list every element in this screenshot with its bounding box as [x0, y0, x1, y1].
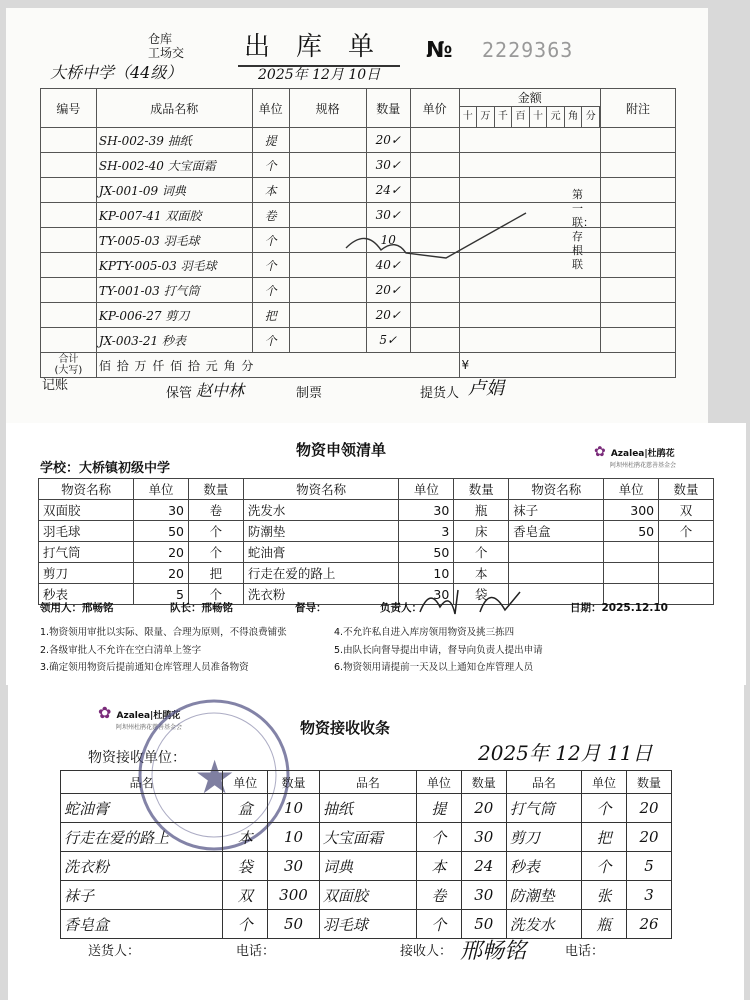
unit-cell: 把	[582, 823, 627, 852]
header-amount	[459, 89, 601, 128]
phone-label-1: 电话：	[236, 944, 276, 959]
code-cell	[41, 178, 97, 203]
item-cell: 剪刀	[39, 563, 134, 584]
item-cell: 羽毛球	[39, 521, 134, 542]
maker-label: 制票	[296, 386, 323, 401]
remark-cell	[601, 278, 676, 303]
unit-cell: 个	[454, 542, 509, 563]
requisition-header-cell: 单位	[604, 479, 659, 500]
header-qty: 数量	[366, 89, 410, 128]
table-header	[41, 89, 676, 128]
requisition-header-cell: 物资名称	[243, 479, 399, 500]
requisition-header-cell: 数量	[454, 479, 509, 500]
item-cell: 洗衣粉	[243, 584, 399, 605]
unit-cell	[659, 563, 714, 584]
qty-cell: 50	[604, 521, 659, 542]
item-cell: 袜子	[509, 500, 604, 521]
qty-cell: 30	[399, 500, 454, 521]
unit-cell: 卷	[252, 203, 289, 228]
receipt-row	[61, 823, 672, 852]
amount-digit-header: 十	[530, 107, 548, 127]
unit-cell: 个	[188, 542, 243, 563]
receipt-header-cell: 数量	[461, 771, 506, 794]
item-cell: 剪刀	[506, 823, 581, 852]
qty-cell: 30	[399, 584, 454, 605]
unit-cell: 个	[252, 253, 289, 278]
item-cell: 防潮垫	[243, 521, 399, 542]
svg-text:★: ★	[194, 750, 236, 804]
qty-cell: 10	[366, 228, 410, 253]
item-cell: 香皂盒	[509, 521, 604, 542]
item-cell: KP-006-27 剪刀	[96, 303, 252, 328]
item-cell: 打气筒	[39, 542, 134, 563]
receipt-row	[61, 910, 672, 939]
outbound-row	[41, 128, 676, 153]
receipt-header-cell: 单位	[582, 771, 627, 794]
qty-cell: 300	[268, 881, 320, 910]
item-cell: 秒表	[39, 584, 134, 605]
qty-cell: 50	[134, 521, 189, 542]
remark-cell	[601, 228, 676, 253]
requisition-header-cell: 数量	[659, 479, 714, 500]
header-remark: 附注	[601, 89, 676, 128]
receipt-title: 物资接收收条	[300, 719, 391, 737]
header-unit: 单位	[252, 89, 289, 128]
qty-cell: 24✓	[366, 178, 410, 203]
qty-cell: 10	[399, 563, 454, 584]
qty-cell: 20✓	[366, 128, 410, 153]
qty-cell: 50	[268, 910, 320, 939]
flower-icon: ✿	[594, 444, 606, 460]
header-code: 编号	[41, 89, 97, 128]
receipt-header-cell: 数量	[627, 771, 672, 794]
code-cell	[41, 128, 97, 153]
school-line: 学校：大桥镇初级中学	[40, 461, 171, 476]
qty-cell: 300	[604, 500, 659, 521]
qty-cell: 10	[268, 823, 320, 852]
requisition-header-cell: 单位	[134, 479, 189, 500]
school-handwritten: 大桥中学（44级）	[50, 63, 183, 82]
requisition-header	[39, 479, 714, 500]
qty-cell: 10	[268, 794, 320, 823]
note-3: 3.确定领用物资后提前通知仓库管理人员准备物资	[40, 662, 249, 673]
requisition-row	[39, 542, 714, 563]
price-cell	[410, 178, 459, 203]
qty-cell: 20	[627, 794, 672, 823]
item-cell: 防潮垫	[506, 881, 581, 910]
note-6: 6.物资领用请提前一天及以上通知仓库管理人员	[334, 662, 534, 673]
total-label: 合计 (大写)	[41, 353, 97, 378]
qty-cell: 20	[461, 794, 506, 823]
qty-cell: 30	[461, 823, 506, 852]
outbound-row	[41, 328, 676, 353]
requisition-header-cell: 物资名称	[509, 479, 604, 500]
total-row	[41, 353, 676, 378]
phone-label-2: 电话：	[565, 944, 605, 959]
amount-digit-header: 万	[477, 107, 495, 127]
responsible-signature	[410, 582, 540, 622]
header-amount-label: 金额	[460, 90, 601, 107]
item-cell: 词典	[319, 852, 416, 881]
remark-cell	[601, 128, 676, 153]
code-cell	[41, 153, 97, 178]
unit-cell: 个	[252, 153, 289, 178]
item-cell: 双面胶	[39, 500, 134, 521]
sender-label: 送货人：	[88, 944, 141, 959]
requisition-header-cell: 物资名称	[39, 479, 134, 500]
unit-cell: 个	[252, 228, 289, 253]
item-cell: JX-001-09 词典	[96, 178, 252, 203]
item-cell: 秒表	[506, 852, 581, 881]
leader-sign: 队长：邢畅铭	[170, 602, 233, 614]
amount-digit-header: 百	[512, 107, 530, 127]
spec-cell	[289, 178, 366, 203]
item-cell: 行走在爱的路上	[61, 823, 223, 852]
receiving-unit-label: 物资接收单位：	[88, 750, 186, 766]
requisition-row	[39, 563, 714, 584]
receipt-date: 2025年 12月 11日	[478, 741, 653, 765]
spec-cell	[289, 303, 366, 328]
outbound-row	[41, 303, 676, 328]
qty-cell: 20	[134, 542, 189, 563]
header-spec: 规格	[289, 89, 366, 128]
spec-cell	[289, 328, 366, 353]
header-price: 单价	[410, 89, 459, 128]
logo-text: Azalea|杜鹃花	[116, 711, 181, 721]
qty-cell: 20	[627, 823, 672, 852]
amount-digit-row	[460, 107, 601, 127]
remark-cell	[601, 203, 676, 228]
unit-cell: 本	[252, 178, 289, 203]
item-cell: KP-007-41 双面胶	[96, 203, 252, 228]
receipt-row	[61, 852, 672, 881]
amount-cell	[459, 153, 601, 178]
logo-text: Azalea|杜鹃花	[610, 449, 675, 459]
keeper-signature: 赵中林	[196, 381, 245, 400]
item-cell: 洗发水	[506, 910, 581, 939]
item-cell: SH-002-40 大宝面霜	[96, 153, 252, 178]
receipt-rows	[61, 794, 672, 939]
requisition-date: 日期：2025.12.10	[570, 602, 668, 614]
yen-symbol: ¥	[461, 358, 470, 372]
item-cell: JX-003-21 秒表	[96, 328, 252, 353]
receipt-header-cell: 单位	[223, 771, 268, 794]
code-cell	[41, 228, 97, 253]
qty-cell: 3	[399, 521, 454, 542]
requisition-header-cell: 数量	[188, 479, 243, 500]
unit-cell: 把	[188, 563, 243, 584]
unit-cell: 本	[416, 852, 461, 881]
item-cell	[509, 542, 604, 563]
item-cell: 抽纸	[319, 794, 416, 823]
unit-cell: 卷	[188, 500, 243, 521]
requisition-table	[38, 478, 714, 605]
slip-title: 出库单	[238, 26, 400, 67]
qty-cell: 20✓	[366, 278, 410, 303]
code-cell	[41, 278, 97, 303]
unit-cell: 个	[188, 584, 243, 605]
unit-cell: 个	[582, 852, 627, 881]
amount-digit-header: 角	[565, 107, 583, 127]
remark-cell	[601, 303, 676, 328]
code-cell	[41, 303, 97, 328]
qty-cell	[604, 563, 659, 584]
item-cell: 袜子	[61, 881, 223, 910]
unit-cell: 个	[582, 794, 627, 823]
item-cell: 洗发水	[243, 500, 399, 521]
unit-cell: 瓶	[454, 500, 509, 521]
keeper-label: 保管	[166, 386, 193, 401]
unit-cell: 张	[582, 881, 627, 910]
outbound-slip	[6, 8, 708, 423]
outbound-row	[41, 153, 676, 178]
unit-cell: 袋	[223, 852, 268, 881]
qty-cell: 20✓	[366, 303, 410, 328]
requisition-header-cell: 单位	[399, 479, 454, 500]
number-symbol: №	[426, 38, 453, 63]
picker-signature: 卢娟	[468, 378, 504, 399]
logo-subtext: 阿坝州杜鹃花慈善基金会	[116, 724, 183, 731]
receiver-sign: 领用人：邢畅铭	[40, 602, 114, 614]
logo-subtext: 阿坝州杜鹃花慈善基金会	[610, 462, 677, 469]
unit-cell: 个	[252, 328, 289, 353]
remark-cell	[601, 253, 676, 278]
item-cell: 香皂盒	[61, 910, 223, 939]
unit-cell	[659, 542, 714, 563]
strike-mark	[336, 208, 536, 288]
unit-cell: 袋	[454, 584, 509, 605]
qty-cell: 30✓	[366, 203, 410, 228]
amount-cell	[459, 303, 601, 328]
slip-number: 2229363	[482, 38, 574, 62]
receipt-header-cell: 数量	[268, 771, 320, 794]
receipt-row	[61, 794, 672, 823]
requisition-logo	[594, 441, 724, 469]
receipt-header-cell: 品名	[319, 771, 416, 794]
amount-digit-header: 千	[495, 107, 513, 127]
requisition-row	[39, 521, 714, 542]
receipt-row	[61, 881, 672, 910]
supervisor-sign: 督导：	[295, 602, 327, 614]
item-cell: 打气筒	[506, 794, 581, 823]
unit-cell: 提	[252, 128, 289, 153]
receiver-label: 接收人：	[400, 944, 453, 959]
qty-cell: 5✓	[366, 328, 410, 353]
qty-cell: 30	[461, 881, 506, 910]
qty-cell: 50	[399, 542, 454, 563]
picker-label: 提货人	[420, 386, 460, 401]
total-text: 佰 拾 万 仟 佰 拾 元 角 分	[96, 353, 459, 378]
remark-cell	[601, 153, 676, 178]
qty-cell: 30✓	[366, 153, 410, 178]
spec-cell	[289, 153, 366, 178]
requisition-row	[39, 500, 714, 521]
qty-cell: 30	[134, 500, 189, 521]
requisition-rows	[39, 500, 714, 605]
record-label: 记账	[42, 378, 69, 393]
item-cell: 大宝面霜	[319, 823, 416, 852]
unit-cell: 个	[416, 823, 461, 852]
item-cell: 羽毛球	[319, 910, 416, 939]
unit-cell: 双	[659, 500, 714, 521]
item-cell: 双面胶	[319, 881, 416, 910]
note-1: 1.物资领用审批以实际、限量、合理为原则，不得浪费铺张	[40, 627, 287, 638]
amount-digit-header: 元	[547, 107, 565, 127]
spec-cell	[289, 128, 366, 153]
unit-cell: 瓶	[582, 910, 627, 939]
unit-cell: 个	[659, 521, 714, 542]
item-cell	[509, 563, 604, 584]
copy-side-label: 第一联：存根联	[572, 188, 594, 271]
unit-cell: 盒	[223, 794, 268, 823]
price-cell	[410, 128, 459, 153]
requisition-title: 物资申领清单	[296, 441, 387, 459]
responsible-sign: 负责人：	[380, 602, 422, 614]
unit-cell: 个	[416, 910, 461, 939]
code-cell	[41, 203, 97, 228]
price-cell	[410, 153, 459, 178]
unit-cell: 本	[223, 823, 268, 852]
qty-cell: 26	[627, 910, 672, 939]
header-product: 成品名称	[96, 89, 252, 128]
receipt-header-cell: 品名	[506, 771, 581, 794]
price-cell	[410, 303, 459, 328]
note-4: 4.不允许私自进入库房领用物资及挑三拣四	[334, 627, 515, 638]
receipt-table	[60, 770, 672, 939]
item-cell: TY-001-03 打气筒	[96, 278, 252, 303]
item-cell: TY-005-03 羽毛球	[96, 228, 252, 253]
note-5: 5.由队长向督导提出申请，督导向负责人提出申请	[334, 645, 543, 656]
code-cell	[41, 253, 97, 278]
receipt-header	[61, 771, 672, 794]
qty-cell	[604, 542, 659, 563]
unit-cell: 卷	[416, 881, 461, 910]
unit-cell: 提	[416, 794, 461, 823]
qty-cell: 5	[627, 852, 672, 881]
code-cell	[41, 328, 97, 353]
qty-cell: 3	[627, 881, 672, 910]
price-cell	[410, 328, 459, 353]
unit-cell: 把	[252, 303, 289, 328]
remark-cell	[601, 178, 676, 203]
receiver-signature: 邢畅铭	[460, 939, 527, 964]
qty-cell: 50	[461, 910, 506, 939]
flower-icon: ✿	[98, 703, 112, 722]
note-2: 2.各级审批人不允许在空白清单上签字	[40, 645, 202, 656]
amount-digit-header: 分	[582, 107, 600, 127]
unit-cell: 本	[454, 563, 509, 584]
item-cell: 洗衣粉	[61, 852, 223, 881]
unit-cell: 个	[252, 278, 289, 303]
item-cell: 蛇油膏	[61, 794, 223, 823]
qty-cell: 30	[268, 852, 320, 881]
item-cell: 蛇油膏	[243, 542, 399, 563]
item-cell: KPTY-005-03 羽毛球	[96, 253, 252, 278]
qty-cell: 5	[134, 584, 189, 605]
qty-cell: 40✓	[366, 253, 410, 278]
receipt-header-cell: 单位	[416, 771, 461, 794]
dept-label: 仓库 工场交	[148, 32, 185, 60]
amount-cell	[459, 128, 601, 153]
unit-cell: 个	[223, 910, 268, 939]
receipt-header-cell: 品名	[61, 771, 223, 794]
qty-cell: 20	[134, 563, 189, 584]
slip-date: 2025年 12月 10日	[258, 67, 381, 83]
item-cell: SH-002-39 抽纸	[96, 128, 252, 153]
amount-cell	[459, 328, 601, 353]
remark-cell	[601, 328, 676, 353]
qty-cell: 24	[461, 852, 506, 881]
unit-cell: 个	[188, 521, 243, 542]
amount-digit-header: 十	[460, 107, 478, 127]
unit-cell: 双	[223, 881, 268, 910]
item-cell: 行走在爱的路上	[243, 563, 399, 584]
unit-cell: 床	[454, 521, 509, 542]
